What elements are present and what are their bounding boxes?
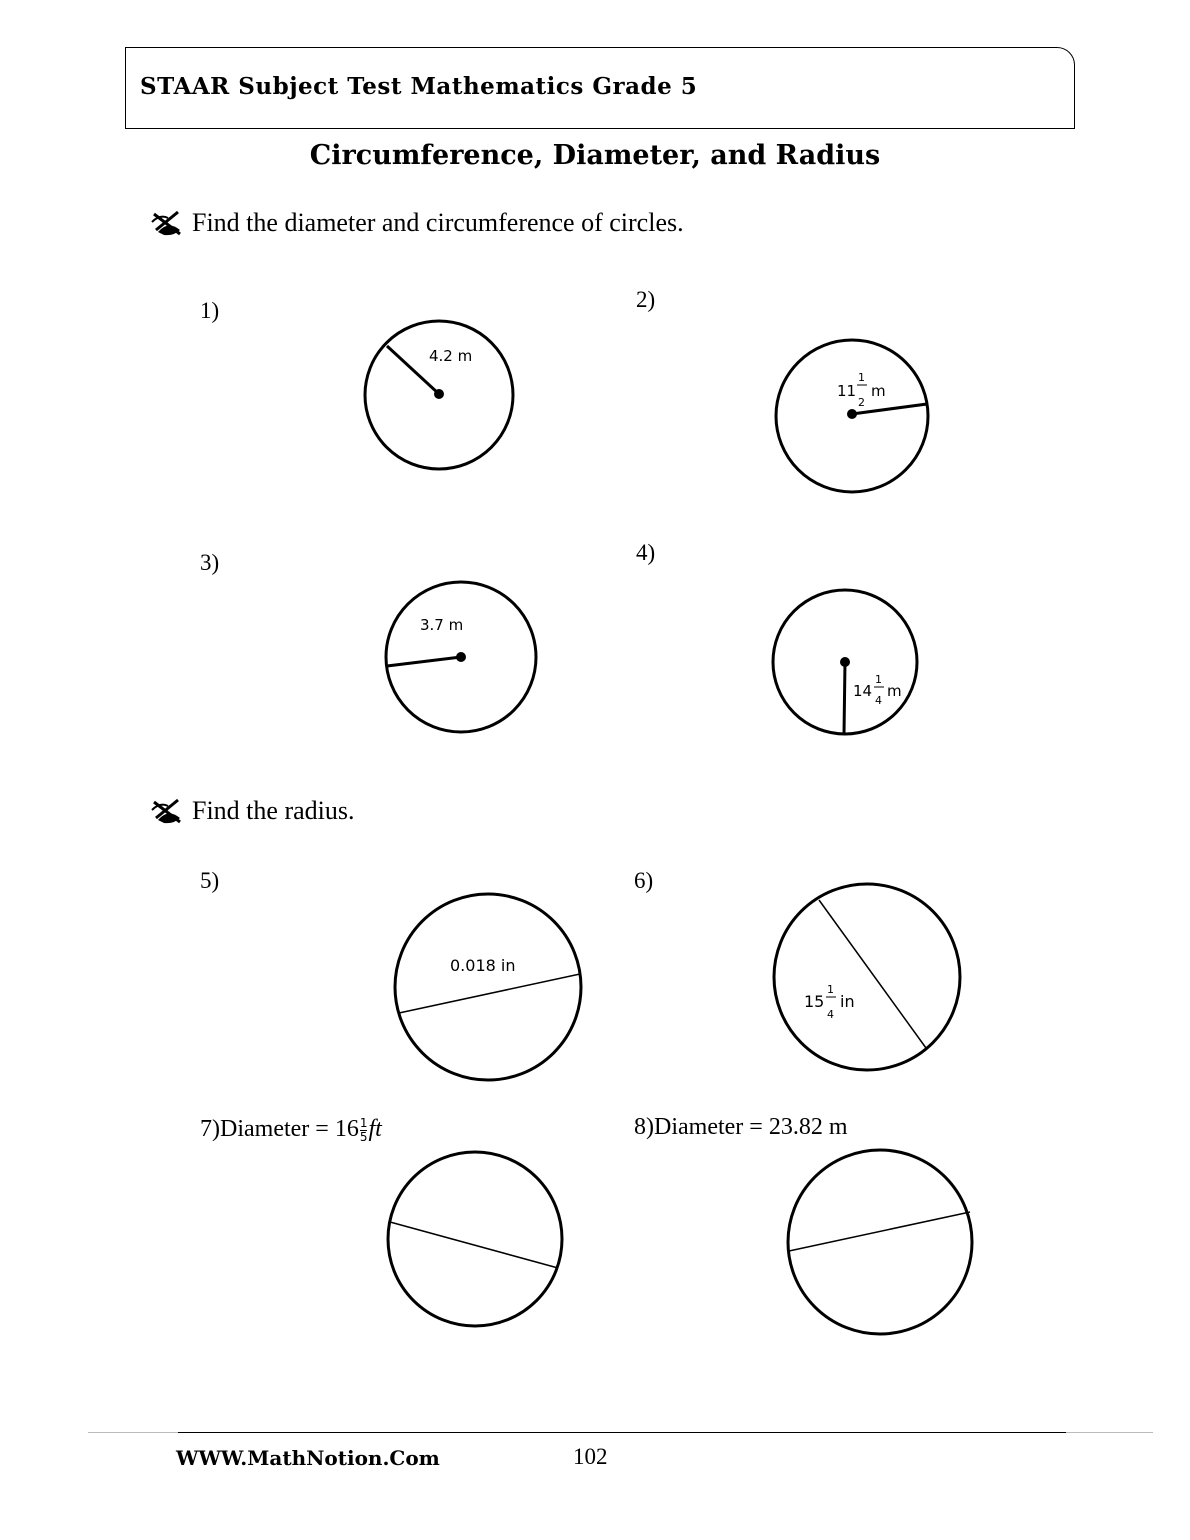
radius-label-4-numerator: 1 [875,673,882,686]
page-number: 102 [573,1444,608,1469]
diameter-line-6 [819,900,926,1048]
radius-label-2-unit: m [871,382,886,400]
circle-figure-3 [386,582,536,732]
question-7-unit: ft [368,1116,382,1142]
radius-label-1: 4.2 m [429,347,473,365]
diameter-line-5 [399,974,580,1013]
radius-label-4-whole: 14 [853,682,873,700]
circle-8 [788,1150,972,1334]
page-title: Circumference, Diameter, and Radius [309,140,881,171]
diameter-line-8 [789,1212,970,1251]
circle-5 [395,894,581,1080]
diameter-label-6-unit: in [840,992,855,1011]
circle-figure-4 [773,590,917,734]
question-number-1: 1) [200,298,220,323]
footer-rule-dark [178,1432,1066,1433]
center-point-3 [456,652,466,662]
footer-site: WWW.MathNotion.Com [176,1446,440,1470]
radius-label-4-denominator: 4 [875,694,882,707]
question-7-text: Diameter = 16 [220,1116,359,1142]
radius-label-2-denominator: 2 [858,396,865,409]
circle-figure-6 [774,884,960,1070]
circle-7 [388,1152,562,1326]
diameter-label-6-denominator: 4 [827,1008,834,1021]
circle-figure-1 [365,321,513,469]
diameter-label-5: 0.018 in [450,956,516,975]
center-point-1 [434,389,444,399]
fraction-denominator: 5 [359,1129,368,1144]
fraction-numerator: 1 [359,1115,368,1130]
circle-6 [774,884,960,1070]
instruction-text: Find the diameter and circumference of circles. [192,208,684,237]
diameter-label-6-numerator: 1 [827,983,834,996]
question-number-4: 4) [636,540,656,565]
diameter-line-7 [390,1222,558,1268]
radius-line-4 [844,662,845,734]
radius-label-3: 3.7 m [420,616,464,634]
circle-figure-2 [776,340,928,492]
diameter-label-6-whole: 15 [804,992,825,1011]
question-number-7: 7) [200,1116,220,1142]
header-title: STAAR Subject Test Mathematics Grade 5 [140,73,698,100]
instruction-text: Find the radius. [192,796,355,825]
radius-label-2-whole: 11 [837,382,857,400]
question-8-text: Diameter = 23.82 m [654,1114,848,1140]
circle-figure-8 [788,1150,972,1334]
circle-figure-5 [395,894,581,1080]
question-number-6: 6) [634,868,654,893]
question-number-5: 5) [200,868,220,893]
radius-line-3 [387,657,461,666]
center-point-2 [847,409,857,419]
radius-label-4-unit: m [887,682,902,700]
question-number-3: 3) [200,550,220,575]
question-number-2: 2) [636,287,656,312]
center-point-4 [840,657,850,667]
radius-label-2-numerator: 1 [858,371,865,384]
circle-figure-7 [388,1152,562,1326]
question-number-8: 8) [634,1114,654,1140]
